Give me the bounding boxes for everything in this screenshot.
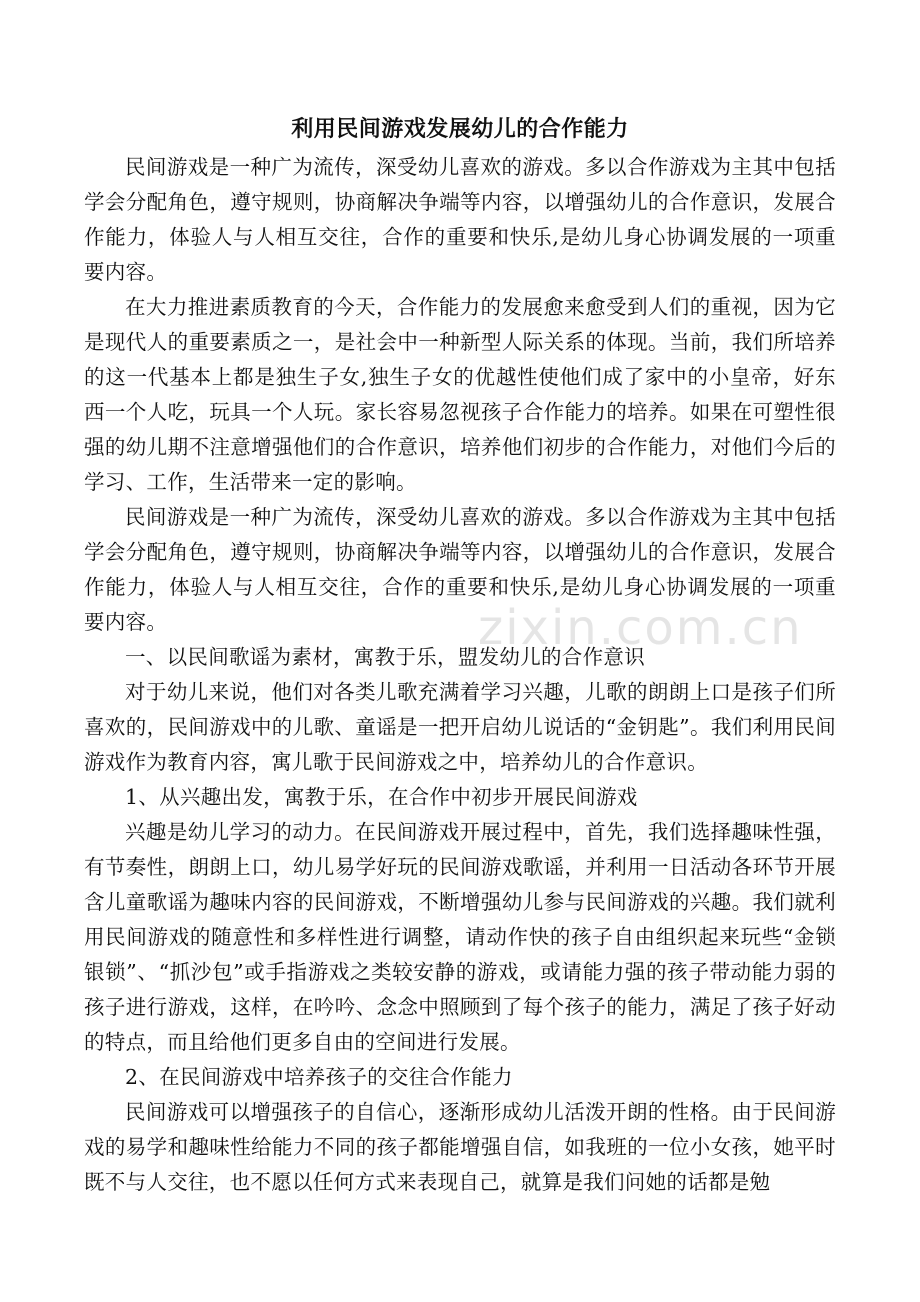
watermark: zixin.com.cn (478, 600, 803, 656)
document-title: 利用民间游戏发展幼儿的合作能力 (291, 117, 629, 142)
subsection-heading-2: 2、在民间游戏中培养孩子的交往合作能力 (125, 1065, 513, 1089)
document-page (84, 112, 836, 1200)
paragraph-background: 在大力推进素质教育的今天，合作能力的发展愈来愈受到人们的重视，因为它是现代人的重要素质之一，是社会中一种新型人际关系的体现。当前，我们所培养的这一代基本上都是独生子女,独生子女的优越性使他们成了家中的小皇帝，好东西一个人吃，玩具一个人玩。家长容易忽视孩子合作能力的培养。如果在可塑性很强的幼儿期不注意增强他们的合作意识，培养他们初步的合作能力，对他们今后的学习、工作，生活带来一定的影响。 (84, 295, 836, 494)
subsection-heading-1: 1、从兴趣出发，寓教于乐，在合作中初步开展民间游戏 (125, 785, 638, 809)
paragraph-subsection-2: 民间游戏可以增强孩子的自信心，逐渐形成幼儿活泼开朗的性格。由于民间游戏的易学和趣味性给能力不同的孩子都能增强自信，如我班的一位小女孩，她平时既不与人交往，也不愿以任何方式来表现自己，就算是我们问她的话都是勉 (84, 1100, 836, 1194)
paragraph-section-1: 对于幼儿来说，他们对各类儿歌充满着学习兴趣，儿歌的朗朗上口是孩子们所喜欢的，民间游戏中的儿歌、童谣是一把开启幼儿说话的“金钥匙”。我们利用民间游戏作为教育内容，寓儿歌于民间游戏之中，培养幼儿的合作意识。 (84, 680, 836, 774)
paragraph-intro: 民间游戏是一种广为流传，深受幼儿喜欢的游戏。多以合作游戏为主其中包括学会分配角色，遵守规则，协商解决争端等内容，以增强幼儿的合作意识，发展合作能力，体验人与人相互交往，合作的重要和快乐,是幼儿身心协调发展的一项重要内容。 (84, 155, 836, 284)
section-heading-1: 一、以民间歌谣为素材，寓教于乐，盟发幼儿的合作意识 (125, 645, 645, 669)
paragraph-subsection-1: 兴趣是幼儿学习的动力。在民间游戏开展过程中，首先，我们选择趣味性强，有节奏性，朗朗上口，幼儿易学好玩的民间游戏歌谣，并利用一日活动各环节开展含儿童歌谣为趣味内容的民间游戏，不断增强幼儿参与民间游戏的兴趣。我们就利用民间游戏的随意性和多样性进行调整，请动作快的孩子自由组织起来玩些“金锁银锁”、“抓沙包”或手指游戏之类较安静的游戏，或请能力强的孩子带动能力弱的孩子进行游戏，这样，在吟吟、念念中照顾到了每个孩子的能力，满足了孩子好动的特点，而且给他们更多自由的空间进行发展。 (84, 820, 836, 1054)
paragraph-intro-repeat: 民间游戏是一种广为流传，深受幼儿喜欢的游戏。多以合作游戏为主其中包括学会分配角色，遵守规则，协商解决争端等内容，以增强幼儿的合作意识，发展合作能力，体验人与人相互交往，合作的重要和快乐,是幼儿身心协调发展的一项重要内容。 (84, 505, 836, 634)
